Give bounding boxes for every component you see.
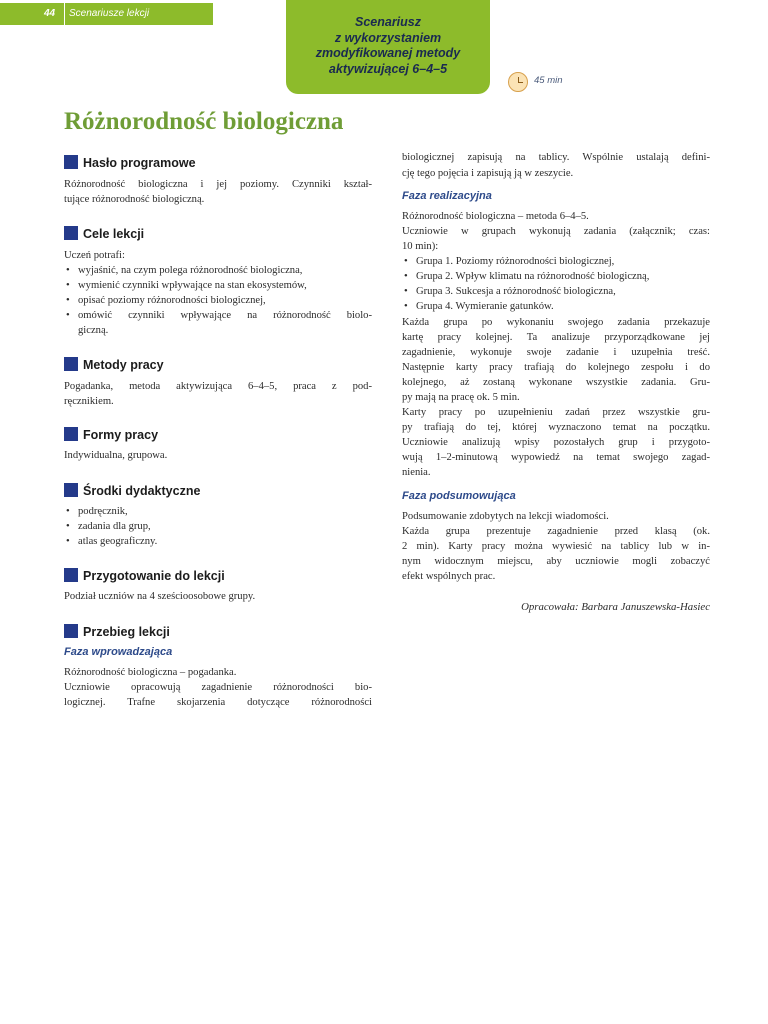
text-line: Każda grupa prezentuje zagadnienie przed klasą (ok. — [402, 526, 710, 537]
phase-heading: Faza realizacyjna — [402, 190, 492, 202]
page-number: 44 — [44, 8, 56, 19]
text-line: Różnorodność biologiczna – pogadanka. — [64, 667, 237, 678]
lesson-duration: 45 min — [534, 75, 563, 86]
text-line: Uczniowie w grupach wykonują zadania (załącznik; czas: — [402, 226, 710, 237]
text-line: wują 1–2-minutową wypowiedź na temat swojego zagad- — [402, 452, 710, 463]
page-title: Różnorodność biologiczna — [64, 108, 344, 135]
section-heading: Metody pracy — [83, 358, 164, 372]
section-formy — [64, 427, 158, 443]
section-heading: Przebieg lekcji — [83, 625, 170, 639]
text-line: py mają na pracę ok. 5 min. — [402, 392, 520, 403]
phase-heading: Faza podsumowująca — [402, 490, 516, 502]
section-marker-icon — [64, 357, 78, 371]
text-line: nienia. — [402, 467, 431, 478]
text-line: Różnorodność biologiczna i jej poziomy. Czynniki kształ- — [64, 179, 372, 190]
section-heading: Formy pracy — [83, 428, 159, 442]
text-line: Każda grupa po wykonaniu swojego zadania przekazuje — [402, 317, 710, 328]
section-srodki — [64, 483, 200, 499]
text-line: efekt wspólnych prac. — [402, 571, 496, 582]
text-line: Podsumowanie zdobytych na lekcji wiadomości. — [402, 511, 609, 522]
text-line: kartę pracy kolejnej. Ta analizuje przyporządkowane jej — [402, 332, 710, 343]
text-line: cję tego pojęcia i zapisują ją w zeszycie. — [402, 168, 574, 179]
scenario-line-4: aktywizującej 6–4–5 — [328, 61, 448, 76]
text-line: Uczeń potrafi: — [64, 250, 125, 261]
text-line: Uczniowie opracowują zagadnienie różnorodności bio- — [64, 682, 372, 693]
section-cele — [64, 226, 144, 242]
section-marker-icon — [64, 568, 78, 582]
section-marker-icon — [64, 624, 78, 638]
phase-heading: Faza wprowadzająca — [64, 646, 173, 658]
text-line: logicznej. Trafne skojarzenia dotyczące różnorodności — [64, 697, 372, 708]
text-line: zagadnienie, wykonuje swoje zadanie i uzupełnia treść. — [402, 347, 710, 358]
text-line: ręcznikiem. — [64, 396, 114, 407]
section-metody — [64, 357, 164, 373]
text-line: biologicznej zapisują na tablicy. Wspólnie ustalają defini- — [402, 152, 710, 163]
text-line: kolejnego, aż zostaną wykonane wszystkie zadania. Gru- — [402, 377, 710, 388]
section-przygotowanie — [64, 568, 225, 584]
text-line: Karty pracy po uzupełnieniu zadań przez wszystkie gru- — [402, 407, 710, 418]
section-heading: Przygotowanie do lekcji — [83, 569, 225, 583]
section-marker-icon — [64, 226, 78, 240]
text-line: Pogadanka, metoda aktywizująca 6–4–5, praca z pod- — [64, 381, 372, 392]
text-line: Różnorodność biologiczna – metoda 6–4–5. — [402, 211, 589, 222]
section-przebieg — [64, 624, 170, 640]
header-divider — [64, 3, 65, 25]
text-line: Podział uczniów na 4 sześcioosobowe grupy. — [64, 591, 256, 602]
text-line: Następnie karty pracy trafiają do kolejnego zespołu i do — [402, 362, 710, 373]
scenario-line-2: z wykorzystaniem — [334, 30, 442, 45]
section-marker-icon — [64, 483, 78, 497]
section-marker-icon — [64, 427, 78, 441]
text-line: tujące różnorodność biologiczną. — [64, 194, 205, 205]
text-line: py trafiają do tej, której wyznaczono temat na początku. — [402, 422, 710, 433]
clock-icon — [508, 72, 528, 92]
section-marker-icon — [64, 155, 78, 169]
section-heading: Cele lekcji — [83, 227, 145, 241]
header-bar — [0, 3, 213, 25]
text-line: 10 min): — [402, 241, 439, 252]
scenario-line-3: zmodyfikowanej metody — [315, 46, 461, 60]
text-line: 2 min). Karty pracy można wywiesić na tablicy lub w in- — [402, 541, 710, 552]
section-heading: Środki dydaktyczne — [83, 484, 201, 498]
scenario-line-1: Scenariusz — [354, 15, 421, 29]
text-line: Indywidualna, grupowa. — [64, 450, 168, 461]
text-line: Uczniowie analizują wpisy pozostałych grup i przygoto- — [402, 437, 710, 448]
scenario-box — [286, 0, 490, 94]
section-haslo — [64, 155, 196, 171]
section-heading: Hasło programowe — [83, 156, 196, 170]
section-label: Scenariusze lekcji — [69, 8, 150, 19]
author-credit: Opracowała: Barbara Januszewska-Hasiec — [521, 601, 710, 613]
text-line: nym widocznym miejscu, aby uczniowie mogli zobaczyć — [402, 556, 710, 567]
